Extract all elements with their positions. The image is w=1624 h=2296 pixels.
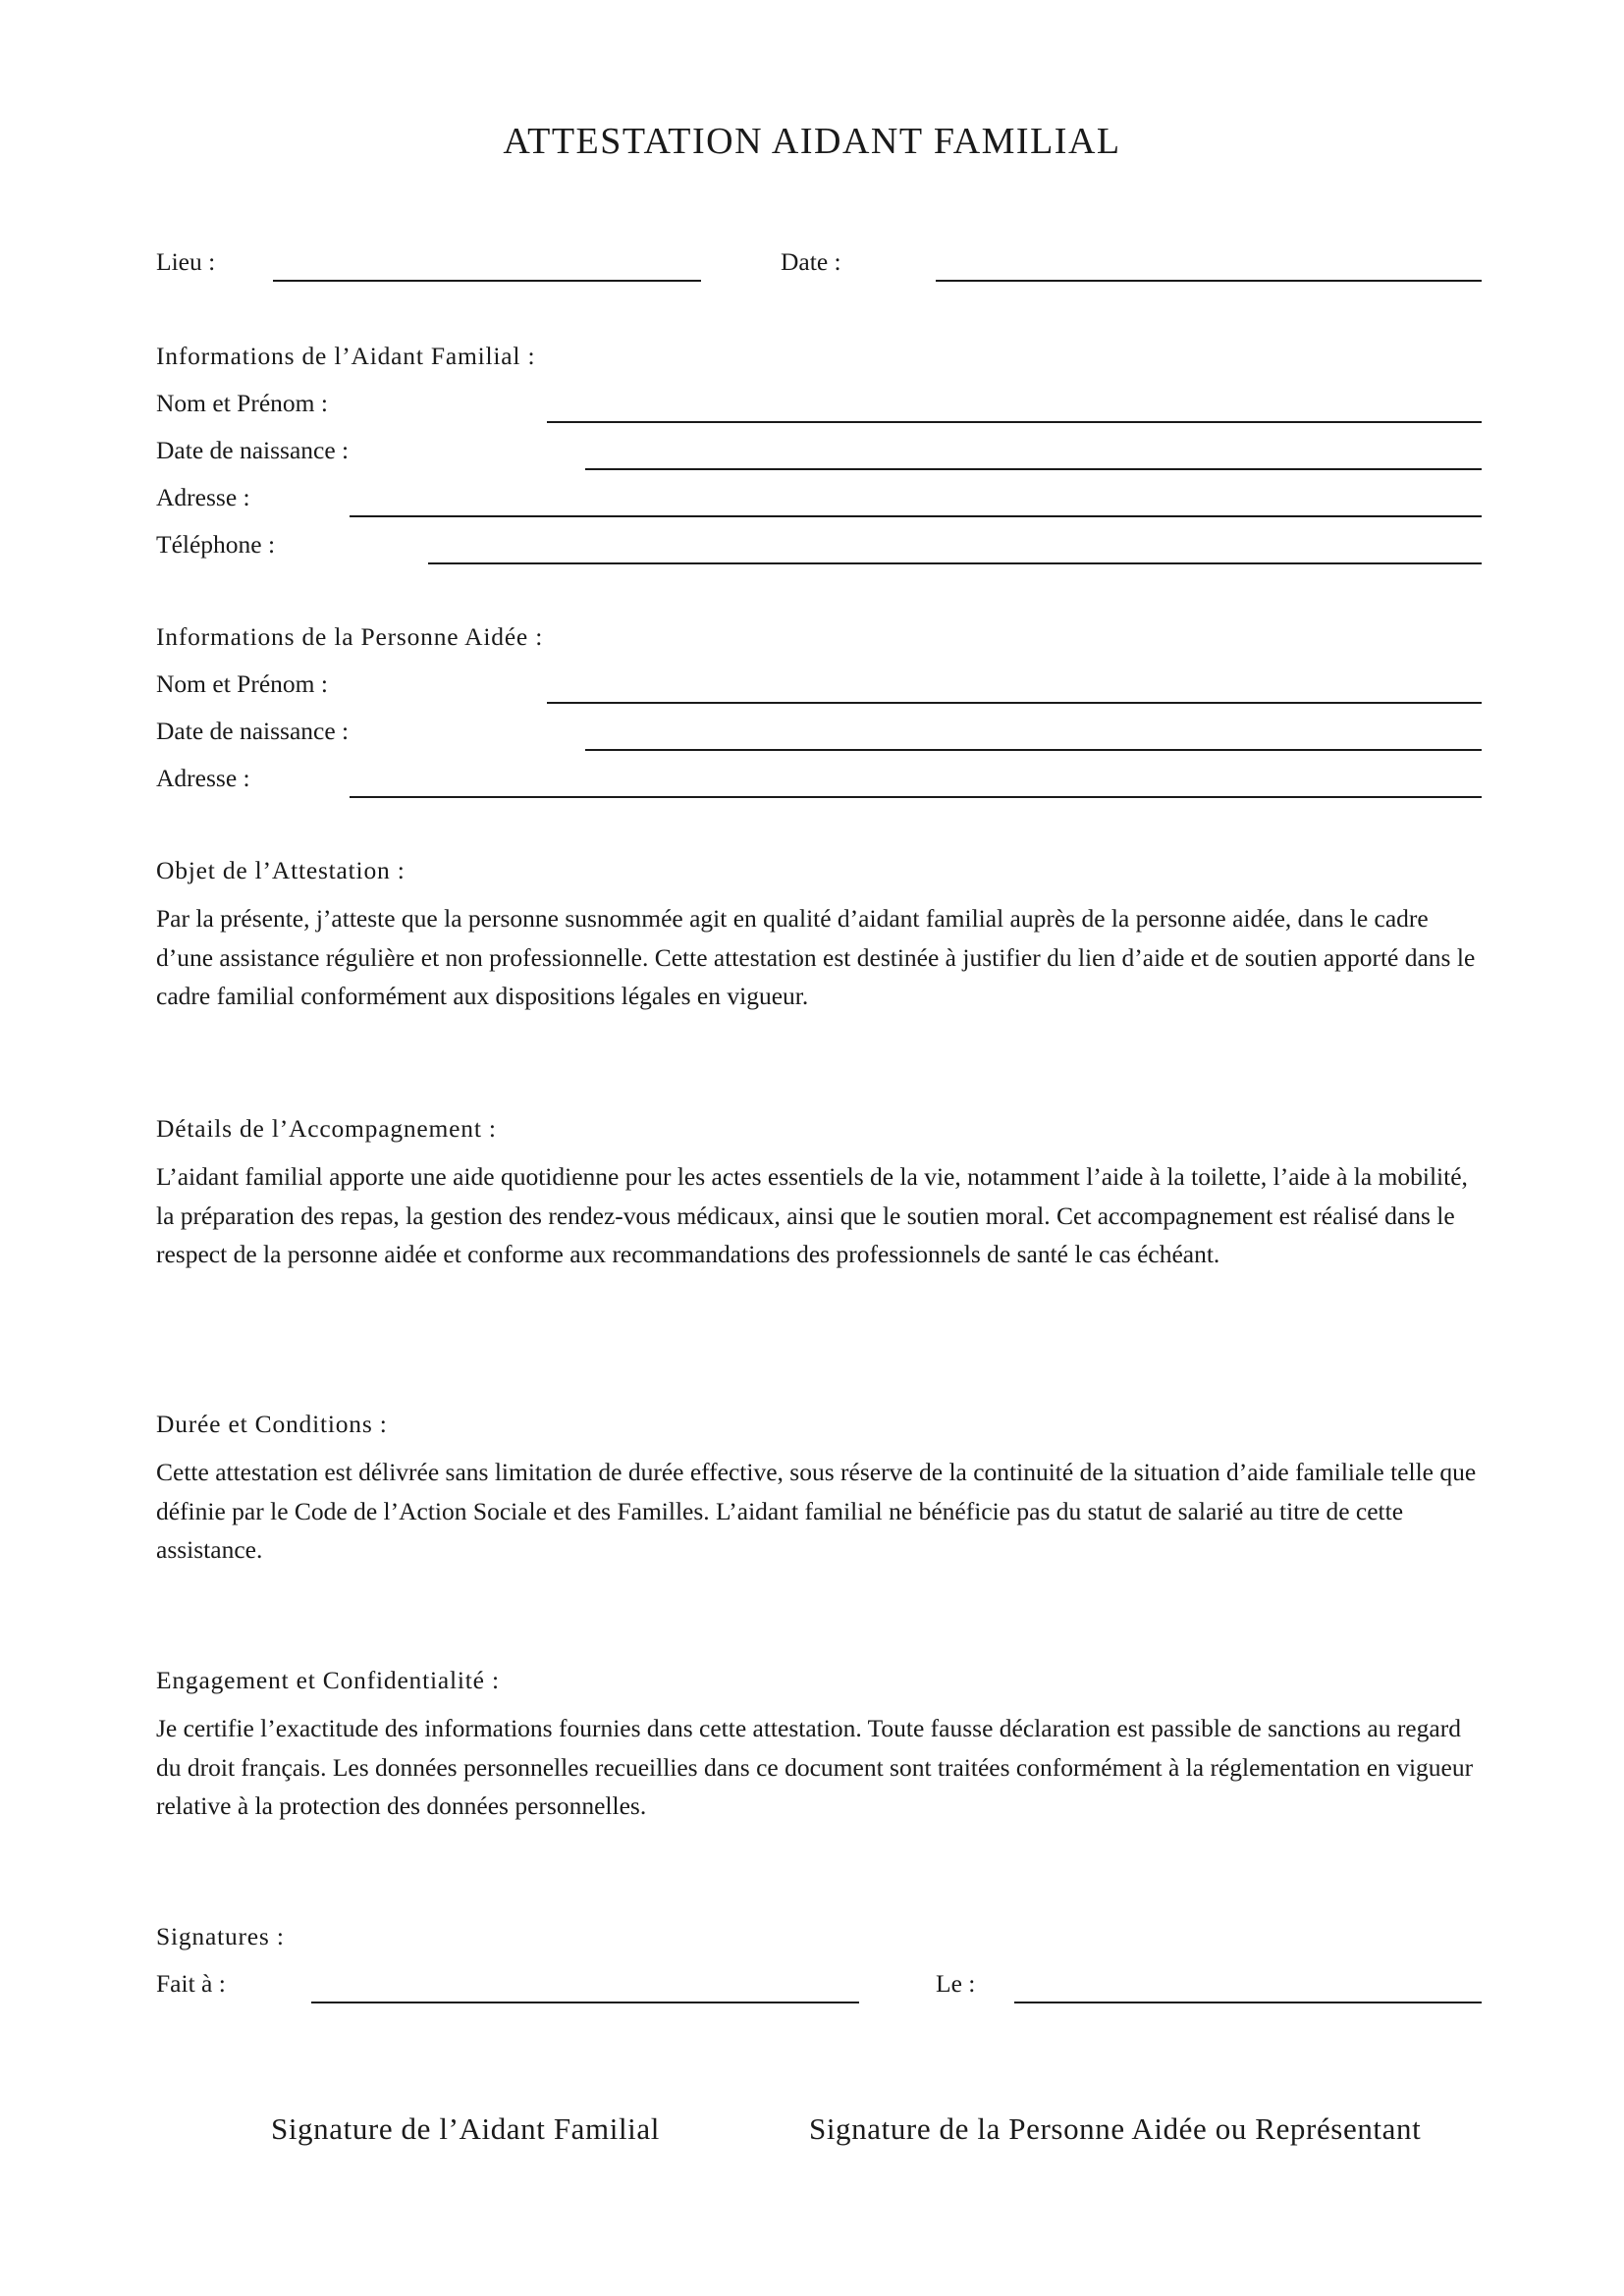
lieu-label: Lieu : [156, 247, 216, 276]
aidant-adresse-field[interactable] [350, 488, 1482, 517]
le-field[interactable] [1014, 1974, 1482, 2003]
aidee-nom-label: Nom et Prénom : [156, 669, 328, 698]
le-label: Le : [936, 1969, 976, 1998]
date-label: Date : [781, 247, 841, 276]
aidee-naissance-label: Date de naissance : [156, 717, 350, 745]
lieu-field[interactable] [273, 252, 701, 282]
aidant-telephone-field[interactable] [428, 535, 1482, 564]
aidant-naissance-field[interactable] [585, 441, 1482, 470]
fait-a-field[interactable] [311, 1974, 859, 2003]
objet-paragraph: Par la présente, j’atteste que la personne susnommée agit en qualité d’aidant familial auprès de la personne aidée, dans le cadre d’une assistance régulière et non professionnelle. Cette attestation est destinée à justifier du lien d’aide et de soutien apporté dans le cadre familial conformément aux dispositions légales en vigueur. [156, 904, 1476, 1010]
objet-heading: Objet de l’Attestation : [156, 856, 406, 884]
fait-a-label: Fait à : [156, 1969, 226, 1998]
duree-paragraph: Cette attestation est délivrée sans limitation de durée effective, sous réserve de la continuité de la situation d’aide familiale telle que définie par le Code de l’Action Sociale et des Familles. L’aidant familial ne bénéficie pas du statut de salarié au titre de cette assistance. [156, 1458, 1477, 1564]
aidant-section-heading: Informations de l’Aidant Familial : [156, 342, 536, 370]
signature-aidant-label: Signature de l’Aidant Familial [271, 2111, 660, 2146]
engagement-heading: Engagement et Confidentialité : [156, 1666, 500, 1694]
aidant-nom-label: Nom et Prénom : [156, 389, 328, 417]
document-title: ATTESTATION AIDANT FAMILIAL [503, 121, 1121, 162]
aidee-adresse-label: Adresse : [156, 764, 250, 792]
signatures-heading: Signatures : [156, 1922, 285, 1950]
aidant-adresse-label: Adresse : [156, 483, 250, 511]
details-paragraph: L’aidant familial apporte une aide quotidienne pour les actes essentiels de la vie, notamment l’aide à la toilette, l’aide à la mobilité, la préparation des repas, la gestion des rendez-vous médicaux, ainsi que le soutien moral. Cet accompagnement est réalisé dans le respect de la personne aidée et conforme aux recommandations des professionnels de santé le cas échéant. [156, 1162, 1468, 1268]
signature-aidee-label: Signature de la Personne Aidée ou Représentant [809, 2111, 1422, 2146]
aidee-adresse-field[interactable] [350, 769, 1482, 798]
engagement-paragraph: Je certifie l’exactitude des informations fournies dans cette attestation. Toute fausse déclaration est passible de sanctions au regard du droit français. Les données personnelles recueillies dans ce document sont traitées conformément à la réglementation en vigueur relative à la protection des données personnelles. [156, 1714, 1474, 1820]
details-heading: Détails de l’Accompagnement : [156, 1114, 497, 1143]
date-field[interactable] [936, 252, 1482, 282]
duree-heading: Durée et Conditions : [156, 1410, 388, 1438]
aidant-nom-field[interactable] [547, 394, 1482, 423]
aidee-section-heading: Informations de la Personne Aidée : [156, 622, 544, 651]
aidant-telephone-label: Téléphone : [156, 530, 276, 559]
aidant-naissance-label: Date de naissance : [156, 436, 350, 464]
aidee-naissance-field[interactable] [585, 721, 1482, 751]
aidee-nom-field[interactable] [547, 674, 1482, 704]
